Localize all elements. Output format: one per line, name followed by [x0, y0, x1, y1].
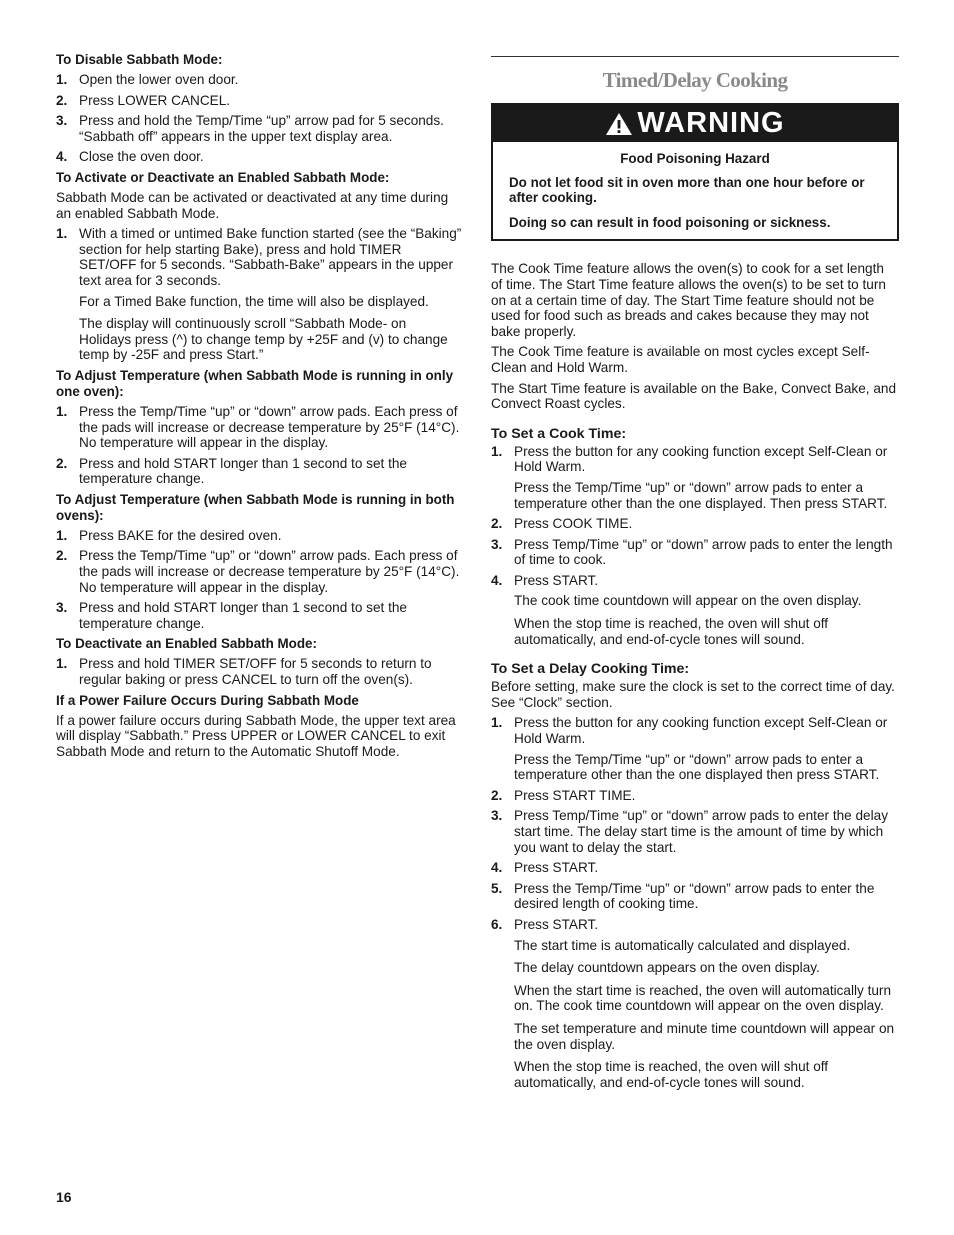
left-column: [56, 52, 462, 764]
step-note: The set temperature and minute time countdown will appear on the oven display.: [514, 1020, 895, 1052]
instruction-section: [491, 426, 899, 648]
section-heading: To Set a Cook Time:: [491, 425, 627, 442]
step-text: Press and hold START longer than 1 second to set the temperature change.: [79, 455, 407, 487]
step-text: Press and hold START longer than 1 second to set the temperature change.: [79, 600, 407, 631]
step-item: [491, 860, 899, 876]
step-text: Open the lower oven door.: [79, 72, 239, 87]
step-item: [56, 226, 462, 363]
step-note: When the stop time is reached, the oven will shut off automatically, and end-of-cycle tones will sound.: [514, 616, 829, 647]
step-number: 4.: [56, 149, 68, 165]
paragraph: The Start Time feature is available on the Bake, Convect Bake, and Convect Roast cycles.: [491, 380, 897, 412]
instruction-section: [56, 368, 462, 487]
step-item: [56, 149, 462, 165]
step-number: 1.: [56, 226, 68, 242]
section-heading: To Adjust Temperature (when Sabbath Mode is running in both ovens):: [56, 491, 455, 523]
step-text: Press Temp/Time “up” or “down” arrow pads to enter the length of time to cook.: [514, 536, 893, 568]
step-note: When the stop time is reached, the oven will shut off automatically, and end-of-cycle tones will sound.: [514, 1059, 829, 1090]
step-text: Press START.: [514, 860, 599, 876]
step-number: 3.: [56, 600, 68, 616]
step-note: Press the Temp/Time “up” or “down” arrow pads to enter a temperature other than the one displayed. Then press START.: [514, 479, 888, 511]
step-item: [56, 113, 462, 144]
step-text: Press and hold TIMER SET/OFF for 5 seconds to return to regular baking or press CANCEL to turn off the oven(s).: [79, 656, 432, 688]
step-number: 5.: [491, 880, 503, 896]
step-note: The delay countdown appears on the oven display.: [514, 960, 820, 976]
section-intro: Sabbath Mode can be activated or deactivated at any time during an enabled Sabbath Mode.: [56, 189, 449, 221]
section-heading: To Activate or Deactivate an Enabled Sabbath Mode:: [56, 169, 390, 185]
instruction-section: [56, 170, 462, 363]
step-item: [491, 715, 899, 782]
step-text: Press Temp/Time “up” or “down” arrow pads to enter the delay start time. The delay start time is the amount of time by which you want to delay the start.: [514, 808, 888, 855]
step-text: Press the Temp/Time “up” or “down” arrow pads. Each press of the pads will increase or decrease temperature by 25°F (14°C). No temperature will appear in the display.: [79, 403, 460, 451]
step-item: [56, 600, 462, 631]
right-column: [491, 56, 899, 1095]
paragraph: The Cook Time feature allows the oven(s) to cook for a set length of time. The Start Time feature allows the oven(s) to be set to turn on at a certain time of day. The Start Time feature should not be used for food such as breads and cakes because they may not bake properly.: [491, 261, 886, 339]
warning-header: [493, 105, 897, 142]
step-item: [491, 917, 899, 1090]
step-item: [491, 537, 899, 568]
section-heading: To Set a Delay Cooking Time:: [491, 661, 690, 678]
step-item: [491, 881, 899, 912]
warning-line: Do not let food sit in oven more than one hour before or after cooking.: [509, 174, 865, 206]
instruction-section: [56, 52, 462, 165]
step-text: Press the button for any cooking function except Self-Clean or Hold Warm.: [514, 715, 888, 747]
step-number: 2.: [491, 787, 503, 803]
step-text: Press START.: [514, 916, 599, 932]
section-divider: [491, 56, 899, 57]
section-intro: If a power failure occurs during Sabbath Mode, the upper text area will display “Sabbath.” Press UPPER or LOWER CANCEL to exit Sabbath Mode and return to the Automatic Shutoff Mode.: [56, 712, 456, 759]
step-list: [56, 226, 462, 363]
step-number: 2.: [56, 455, 68, 471]
step-number: 1.: [56, 656, 68, 672]
step-text: Press LOWER CANCEL.: [79, 92, 231, 108]
step-number: 3.: [56, 113, 68, 129]
step-item: [56, 548, 462, 595]
step-list: [56, 72, 462, 165]
step-item: [491, 573, 899, 647]
step-number: 1.: [491, 715, 503, 731]
step-number: 1.: [56, 527, 68, 543]
step-text: Press the button for any cooking function except Self-Clean or Hold Warm.: [514, 443, 888, 475]
step-text: Press the Temp/Time “up” or “down” arrow pads to enter the desired length of cooking time.: [514, 880, 875, 912]
step-item: [491, 516, 899, 532]
step-number: 3.: [491, 536, 503, 552]
step-number: 2.: [491, 516, 503, 532]
step-text: Press COOK TIME.: [514, 516, 633, 532]
step-text: With a timed or untimed Bake function started (see the “Baking” section for help starting Bake), press and hold TIMER SET/OFF for 5 seconds. “Sabbath-Bake” appears in the upper text area for 3 seconds.: [79, 226, 462, 288]
step-item: [56, 93, 462, 109]
warning-hazard: Food Poisoning Hazard: [620, 151, 770, 166]
warning-triangle-icon: [605, 112, 633, 136]
step-item: [491, 808, 899, 855]
step-list: [491, 444, 899, 648]
section-title: Timed/Delay Cooking: [602, 68, 788, 92]
step-item: [56, 528, 462, 544]
step-text: Press START.: [514, 572, 599, 588]
instruction-section: [56, 492, 462, 632]
step-text: Press and hold the Temp/Time “up” arrow pad for 5 seconds. “Sabbath off” appears in the upper text display area.: [79, 113, 444, 144]
paragraph: The Cook Time feature is available on most cycles except Self-Clean and Hold Warm.: [491, 344, 870, 375]
page-number: 16: [56, 1189, 72, 1205]
section-heading: To Disable Sabbath Mode:: [56, 52, 223, 67]
step-number: 2.: [56, 548, 68, 564]
section-heading: To Deactivate an Enabled Sabbath Mode:: [56, 636, 317, 652]
instruction-section: [56, 693, 462, 760]
step-item: [56, 404, 462, 451]
right-sections: [491, 426, 899, 1091]
step-number: 4.: [491, 860, 503, 876]
step-number: 1.: [56, 403, 68, 419]
step-text: Press BAKE for the desired oven.: [79, 527, 282, 543]
step-note: The cook time countdown will appear on the oven display.: [514, 593, 862, 609]
step-list: [56, 528, 462, 632]
step-item: [491, 788, 899, 804]
step-item: [56, 656, 462, 687]
warning-box: [491, 103, 899, 241]
step-item: [56, 456, 462, 487]
step-number: 1.: [491, 443, 503, 459]
instruction-section: [491, 661, 899, 1090]
step-list: [56, 656, 462, 687]
step-number: 4.: [491, 572, 503, 588]
step-item: [491, 444, 899, 511]
step-item: [56, 72, 462, 88]
step-note: The start time is automatically calculated and displayed.: [514, 937, 851, 953]
step-note: Press the Temp/Time “up” or “down” arrow pads to enter a temperature other than the one displayed then press START.: [514, 751, 880, 783]
warning-line: Doing so can result in food poisoning or sickness.: [509, 214, 831, 230]
warning-body: [493, 142, 897, 239]
step-note: For a Timed Bake function, the time will also be displayed.: [79, 293, 429, 309]
step-text: Close the oven door.: [79, 149, 204, 165]
step-number: 2.: [56, 92, 68, 108]
section-heading: If a Power Failure Occurs During Sabbath Mode: [56, 692, 359, 708]
step-note: When the start time is reached, the oven will automatically turn on. The cook time countdown will appear on the oven display.: [514, 982, 892, 1014]
section-heading: To Adjust Temperature (when Sabbath Mode is running in only one oven):: [56, 367, 454, 399]
step-text: Press START TIME.: [514, 787, 636, 803]
step-note: The display will continuously scroll “Sabbath Mode- on Holidays press (^) to change temp by +25F and (v) to change temp by -25F and press Start.”: [79, 316, 448, 363]
step-number: 3.: [491, 808, 503, 824]
instruction-section: [56, 636, 462, 687]
step-list: [491, 715, 899, 1090]
section-intro: Before setting, make sure the clock is set to the correct time of day. See “Clock” section.: [491, 679, 895, 710]
step-number: 6.: [491, 916, 503, 932]
step-text: Press the Temp/Time “up” or “down” arrow pads. Each press of the pads will increase or decrease temperature by 25°F (14°C). No temperature will appear in the display.: [79, 548, 460, 595]
step-number: 1.: [56, 72, 68, 87]
warning-label: WARNING: [637, 106, 785, 139]
step-list: [56, 404, 462, 487]
